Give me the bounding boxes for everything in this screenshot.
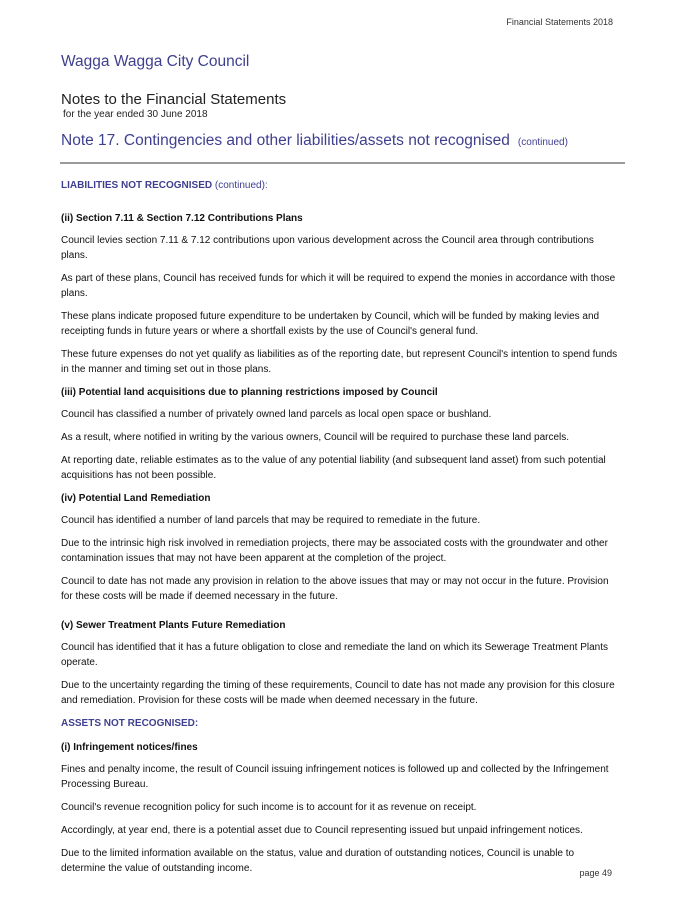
liabilities-heading: [61, 178, 621, 193]
section-contributions-plans: [61, 211, 621, 377]
section-title: (iv) Potential Land Remediation: [61, 493, 211, 504]
paragraph: Council's revenue recognition policy for such income is to account for it as revenue on receipt.: [61, 802, 477, 813]
running-header: Financial Statements 2018: [506, 17, 613, 27]
notes-title: Notes to the Financial Statements: [61, 91, 287, 108]
note-title-text: Note 17. Contingencies and other liabilities/assets not recognised: [61, 132, 510, 149]
paragraph: As part of these plans, Council has received funds for which it will be required to expend the monies in accordance with those plans.: [61, 273, 616, 299]
paragraph: Council has identified a number of land parcels that may be required to remediate in the future.: [61, 515, 481, 526]
section-title: (v) Sewer Treatment Plants Future Remediation: [61, 620, 286, 631]
header-divider: [60, 162, 625, 164]
paragraph: Due to the intrinsic high risk involved in remediation projects, there may be associated costs with the groundwater and other contamination issues that may not have been apparent at the completion of the project.: [61, 538, 608, 564]
paragraph: These future expenses do not yet qualify as liabilities as of the reporting date, but represent Council's intention to spend funds in the manner and timing set out in those plans.: [61, 349, 618, 375]
note-body: [61, 178, 621, 884]
liabilities-heading-text: LIABILITIES NOT RECOGNISED: [61, 180, 213, 191]
paragraph: Council to date has not made any provision in relation to the above issues that may or may not occur in the future. Provision for these costs will be made if deemed necessary in the future.: [61, 576, 609, 602]
section-title: (i) Infringement notices/fines: [61, 742, 198, 753]
section-title: (iii) Potential land acquisitions due to planning restrictions imposed by Council: [61, 387, 438, 398]
paragraph: Council has classified a number of privately owned land parcels as local open space or bushland.: [61, 409, 492, 420]
paragraph: Fines and penalty income, the result of Council issuing infringement notices is followed up and collected by the Infringement Processing Bureau.: [61, 764, 609, 790]
note-continued-label: (continued): [517, 137, 568, 148]
section-land-remediation: [61, 491, 621, 604]
page-number: page 49: [579, 868, 612, 878]
organisation-title: Wagga Wagga City Council: [61, 53, 250, 70]
paragraph: Council has identified that it has a future obligation to close and remediate the land on which its Sewerage Treatment Plants operate.: [61, 642, 608, 668]
reporting-period: for the year ended 30 June 2018: [63, 109, 208, 120]
paragraph: Due to the limited information available on the status, value and duration of outstanding notices, Council is unable to determine the value of outstanding income.: [61, 848, 575, 874]
assets-heading: ASSETS NOT RECOGNISED:: [61, 718, 199, 729]
paragraph: As a result, where notified in writing by the various owners, Council will be required to purchase these land parcels.: [61, 432, 570, 443]
note-title: [61, 132, 568, 150]
paragraph: Council levies section 7.11 & 7.12 contributions upon various development across the Council area through contributions plans.: [61, 235, 594, 261]
paragraph: Accordingly, at year end, there is a potential asset due to Council representing issued but unpaid infringement notices.: [61, 825, 583, 836]
section-sewer-remediation: [61, 618, 621, 708]
section-title: (ii) Section 7.11 & Section 7.12 Contributions Plans: [61, 213, 303, 224]
paragraph: These plans indicate proposed future expenditure to be undertaken by Council, which will be funded by making levies and receipting funds in future years or where a shortfall exists by the use of Council's general fund.: [61, 311, 600, 337]
paragraph: At reporting date, reliable estimates as to the value of any potential liability (and subsequent land asset) from such potential acquisitions has not been possible.: [61, 455, 606, 481]
liabilities-heading-continued: (continued):: [214, 180, 268, 191]
section-infringement-notices: [61, 740, 621, 876]
section-land-acquisitions: [61, 385, 621, 483]
paragraph: Due to the uncertainty regarding the timing of these requirements, Council to date has not made any provision for this closure and remediation. Provision for these costs will be made when deemed necessary in the future.: [61, 680, 615, 706]
